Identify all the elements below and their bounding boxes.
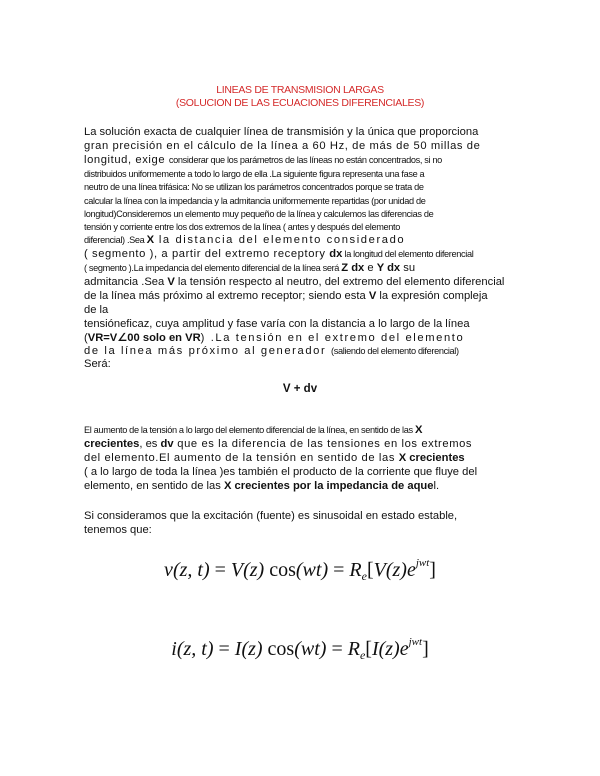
text-span: X crecientes (398, 452, 465, 464)
text-span: V (167, 276, 175, 288)
text-span: la distancia del elemento considerado (154, 234, 406, 246)
eq-symbol: (wt) (295, 559, 329, 581)
text-span: crecientes (84, 438, 140, 450)
text-line: calcular la línea con la impedancia y la admitancia uniformemente repartidas (por unidad de (84, 196, 426, 206)
text-span: ( segmento ), a partir del extremo receptory (84, 248, 330, 260)
text-line: gran precisión en el cálculo de la línea a 60 Hz, de más de 50 millas de (84, 140, 481, 152)
text-span: l. (433, 480, 440, 492)
text-line (84, 262, 524, 275)
text-line (84, 480, 524, 493)
text-line (84, 276, 524, 289)
text-span: la tensión respecto al neutro, del extremo del elemento diferencial (174, 276, 505, 288)
text-line: neutro de una línea trifásica: No se utilizan los parámetros concentrados porque se trata de (84, 182, 424, 192)
text-line (84, 452, 524, 465)
text-span: de la línea más próximo al extremo receptor; siendo esta (84, 290, 369, 302)
eq-symbol: (z, t) (176, 638, 214, 660)
text-span: dv (160, 438, 174, 450)
title-line-1: LINEAS DE TRANSMISION LARGAS (216, 84, 384, 96)
eq-symbol: (z) (243, 559, 265, 581)
text-span: El aumento de la tensión a lo largo del elemento diferencial de la línea, en sentido de las (84, 425, 415, 435)
eq-symbol: e (399, 638, 409, 660)
text-span: considerar que los parámetros de las líneas no están concentrados, si no (168, 155, 442, 165)
text-span: que es la diferencia de las tensiones en los extremos (173, 438, 473, 450)
eq-subscript: e (359, 648, 366, 662)
eq-symbol: cos (269, 559, 296, 581)
eq-symbol: V (373, 559, 386, 581)
text-line: Si consideramos que la excitación (fuente) es sinusoidal en estado estable, (84, 510, 458, 522)
eq-symbol: R (347, 638, 360, 660)
text-line: Será: (84, 358, 111, 370)
text-span: diferencial) .Sea (84, 235, 147, 245)
eq-symbol: (z) (241, 638, 263, 660)
text-span: ( segmento ).La impedancia del elemento diferencial de la línea será (84, 263, 342, 273)
eq-superscript: jwt (408, 636, 423, 648)
text-span: dx (329, 248, 343, 260)
text-span: V (368, 290, 377, 302)
text-line (84, 332, 524, 345)
text-span: ) .La tensión en el extremo del elemento (200, 332, 465, 344)
eq-symbol: (z, t) (172, 559, 210, 581)
eq-symbol: cos (267, 638, 295, 660)
title-line-2: (SOLUCION DE LAS ECUACIONES DIFERENCIALES) (175, 97, 425, 109)
equation-v-plus-dv: V + dv (282, 383, 318, 395)
eq-symbol: e (406, 559, 416, 581)
text-span: la expresión compleja (376, 290, 488, 302)
text-span: , es (139, 438, 161, 450)
text-span: e (364, 262, 377, 274)
text-line: longitud)Consideremos un elemento muy pequeño de la línea y calculemos las diferencias de (84, 209, 434, 219)
text-line (84, 248, 524, 261)
eq-symbol: R (349, 559, 362, 581)
eq-symbol: i (171, 638, 177, 660)
text-span: del elemento.El aumento de la tensión en sentido de las (84, 452, 399, 464)
text-span: admitancia .Sea (84, 276, 168, 288)
text-line: ( a lo largo de toda la línea )es también el producto de la corriente que fluye del (84, 466, 478, 478)
text-span: de la línea más próximo al generador (84, 345, 332, 357)
text-line (84, 345, 524, 358)
text-line (84, 290, 524, 303)
text-span: X crecientes por la impedancia de aque (223, 480, 434, 492)
text-line (84, 234, 524, 247)
text-span: VR=V∠00 solo en VR (87, 332, 201, 344)
text-line (84, 438, 524, 451)
eq-symbol: I (371, 638, 379, 660)
text-span: Y dx (376, 262, 401, 274)
text-line (84, 424, 524, 437)
eq-symbol: I (234, 638, 242, 660)
text-span: elemento, en sentido de las (84, 480, 224, 492)
text-span: Z dx (341, 262, 365, 274)
text-span: X (146, 234, 155, 246)
text-line: tenemos que: (84, 524, 152, 536)
text-span: la longitud del elemento diferencial (342, 249, 474, 259)
text-span: su (400, 262, 416, 274)
text-line: tensióneficaz, cuya amplitud y fase varía con la distancia a lo largo de la línea (84, 318, 470, 330)
text-span: (saliendo del elemento diferencial) (331, 346, 459, 356)
text-line: distribuidos uniformemente a todo lo largo de ella .La siguiente figura representa una fase a (84, 169, 425, 179)
eq-symbol: v (164, 559, 173, 581)
text-line (84, 154, 524, 167)
text-line: La solución exacta de cualquier línea de transmisión y la única que proporciona (84, 126, 479, 138)
eq-subscript: e (361, 569, 367, 583)
text-line: tensión y corriente entre los dos extremos de la línea ( antes y después del elemento (84, 222, 400, 232)
eq-symbol: V (230, 559, 244, 581)
eq-symbol: (wt) (294, 638, 327, 660)
text-line: de la (84, 304, 109, 316)
equation-current: i(z, t) = I(z) $\cos(wt) = R_e[I(z)e^{jwt}]$ (171, 636, 429, 662)
text-span: X (414, 424, 423, 436)
eq-superscript: jwt (415, 557, 430, 569)
text-span: longitud, exige (84, 154, 169, 166)
equation-voltage: v(z, t) = V(z) $\cos(wt) = R_e[V(z)e^{jwt}]$ (164, 557, 436, 583)
text-span: ( (84, 332, 88, 344)
